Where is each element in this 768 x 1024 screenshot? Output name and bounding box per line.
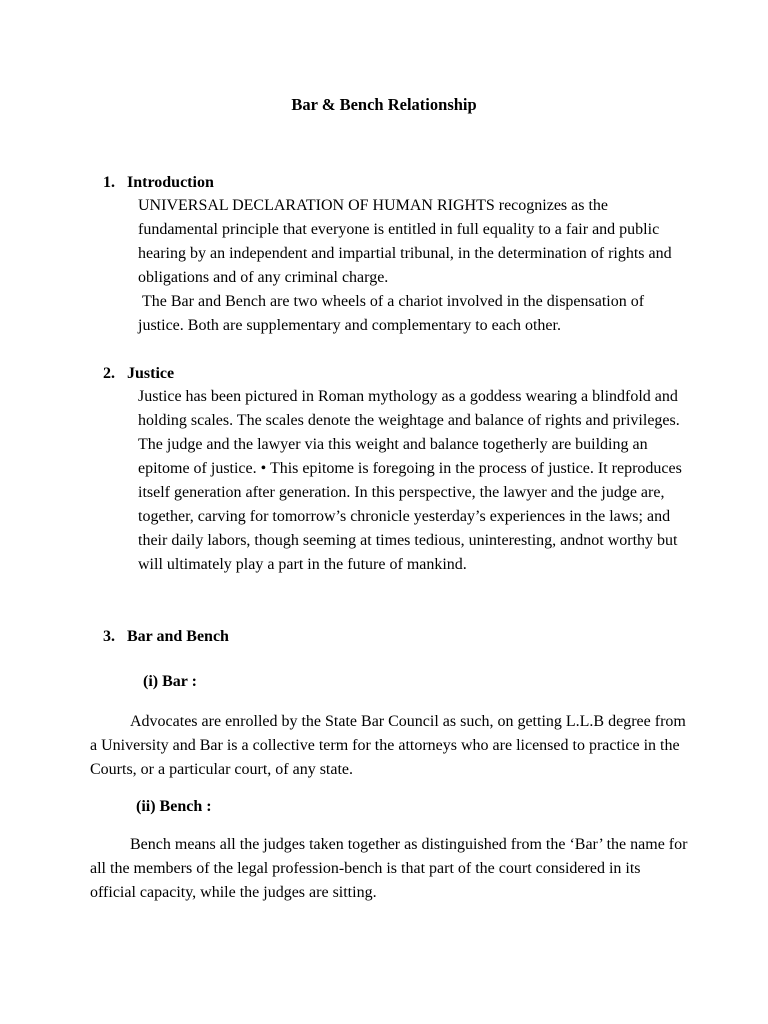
section-number: 3. (103, 628, 115, 645)
bar-paragraph: Advocates are enrolled by the State Bar Council as such, on getting L.L.B degree from a University and Bar is a collective term for the attorneys who are licensed to practice in the Courts, or a particular court, of any state. (90, 713, 686, 778)
section-title: Introduction (127, 174, 214, 191)
section-title: Bar and Bench (127, 628, 229, 645)
section-heading-introduction (103, 173, 214, 193)
section-heading-bar-and-bench (103, 627, 229, 647)
subheading-bench: (ii) Bench : (136, 798, 212, 815)
document-title: Bar & Bench Relationship (291, 95, 477, 114)
bench-paragraph: Bench means all the judges taken together as distinguished from the ‘Bar’ the name for all the members of the legal profession-bench is that part of the court considered in its official capacity, while the judges are sitting. (90, 836, 688, 901)
section-title: Justice (127, 365, 175, 382)
justice-paragraph: Justice has been pictured in Roman mythology as a goddess wearing a blindfold and holding scales. The scales denote the weightage and balance of rights and privileges. The judge and the lawyer via this weight and balance togetherly are building an epitome of justice. • This epitome is foregoing in the process of justice. It reproduces itself generation after generation. In this perspective, the lawyer and the judge are, together, carving for tomorrow’s chronicle yesterday’s experiences in the laws; and their daily labors, though seeming at times tedious, uninteresting, andnot worthy but will ultimately play a part in the future of mankind. (138, 388, 682, 573)
introduction-paragraph-2: The Bar and Bench are two wheels of a chariot involved in the dispensation of justice. Both are supplementary and complementary to each other. (138, 293, 649, 334)
section-number: 2. (103, 365, 115, 382)
section-number: 1. (103, 174, 115, 191)
introduction-paragraph-1: UNIVERSAL DECLARATION OF HUMAN RIGHTS recognizes as the fundamental principle that everyone is entitled in full equality to a fair and public hearing by an independent and impartial tribunal, in the determination of rights and obligations and of any criminal charge. (138, 197, 672, 286)
section-heading-justice (103, 364, 174, 384)
subheading-bar: (i) Bar : (143, 673, 197, 690)
